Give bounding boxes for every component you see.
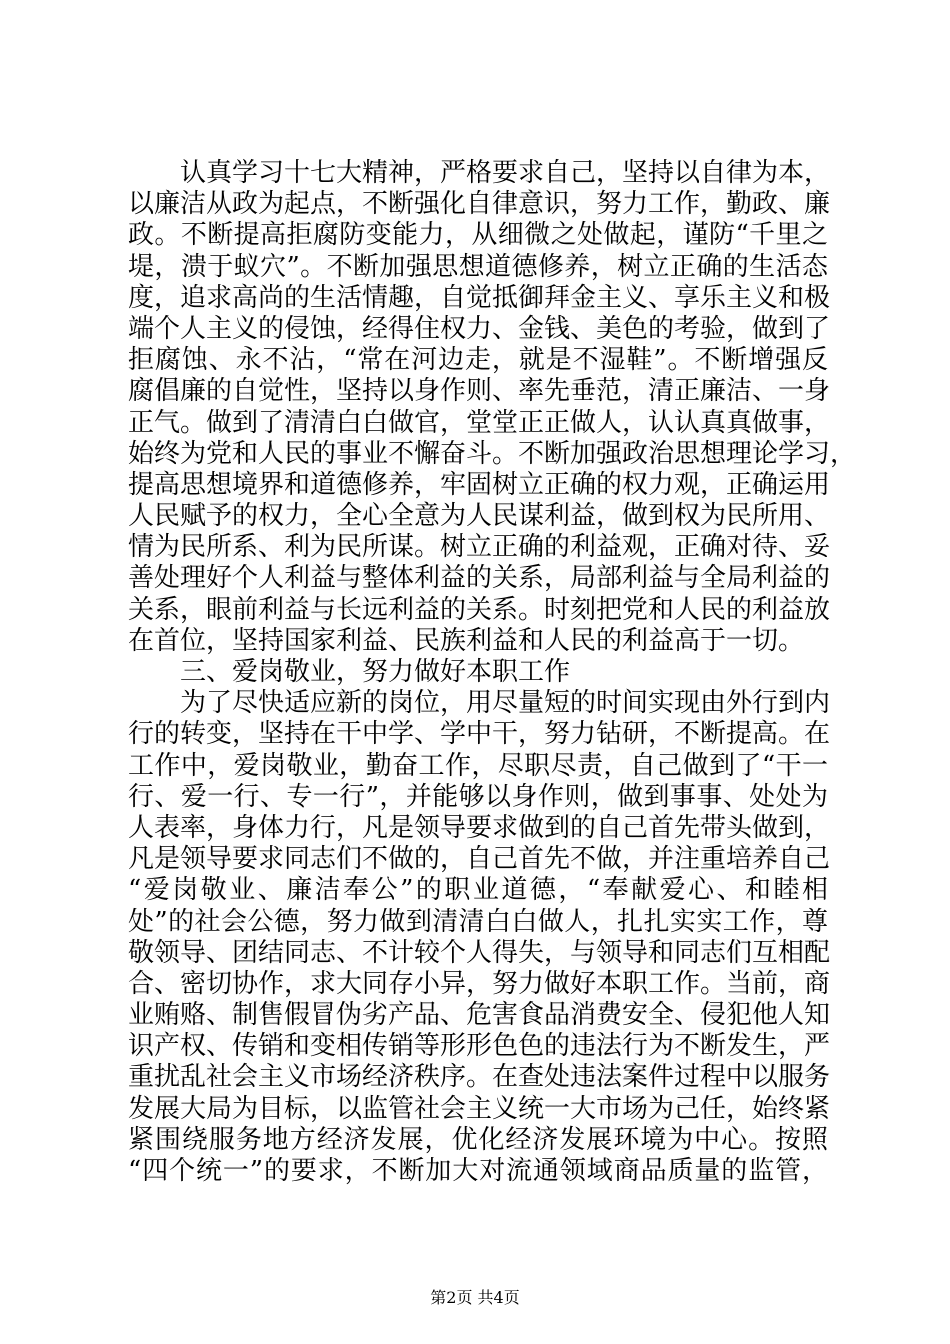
paragraph-line: 重扰乱社会主义市场经济秩序。在查处违法案件过程中以服务: [128, 1062, 831, 1093]
paragraph-line: 认真学习十七大精神，严格要求自己，坚持以自律为本，: [180, 158, 831, 188]
paragraph-line: “爱岗敬业、廉洁奉公”的职业道德，“奉献爱心、和睦相: [128, 875, 828, 906]
paragraph-line: 在首位，坚持国家利益、民族利益和人民的利益高于一切。: [128, 625, 805, 656]
paragraph-line: 堤，溃于蚁穴”。不断加强思想道德修养，树立正确的生活态: [128, 251, 828, 282]
paragraph-line: 人表率，身体力行，凡是领导要求做到的自己首先带头做到，: [128, 812, 831, 843]
paragraph-line: 敬领导、团结同志、不计较个人得失，与领导和同志们互相配: [128, 937, 831, 968]
paragraph-line: 以廉洁从政为起点，不断强化自律意识，努力工作，勤政、廉: [128, 189, 831, 220]
paragraph-line: 识产权、传销和变相传销等形形色色的违法行为不断发生，严: [128, 1031, 831, 1062]
paragraph-line: 合、密切协作，求大同存小异，努力做好本职工作。当前，商: [128, 968, 831, 999]
section-heading: 三、爱岗敬业，努力做好本职工作: [180, 657, 571, 687]
paragraph-line: 行、爱一行、专一行”，并能够以身作则，做到事事、处处为: [128, 781, 828, 812]
paragraph-line: 业贿赂、制售假冒伪劣产品、危害食品消费安全、侵犯他人知: [128, 1000, 831, 1031]
paragraph-line: 腐倡廉的自觉性，坚持以身作则、率先垂范，清正廉洁、一身: [128, 376, 831, 407]
paragraph-line: 政。不断提高拒腐防变能力，从细微之处做起，谨防“千里之: [128, 220, 828, 251]
paragraph-line: 正气。做到了清清白白做官，堂堂正正做人，认认真真做事，: [128, 407, 831, 438]
paragraph-line: 为了尽快适应新的岗位，用尽量短的时间实现由外行到内: [180, 688, 831, 719]
paragraph-line: 人民赋予的权力，全心全意为人民谋利益，做到权为民所用、: [128, 501, 831, 532]
paragraph-line: “四个统一”的要求，不断加大对流通领域商品质量的监管，: [128, 1156, 828, 1186]
paragraph-line: 关系，眼前利益与长远利益的关系。时刻把党和人民的利益放: [128, 594, 831, 625]
paragraph-line: 情为民所系、利为民所谋。树立正确的利益观，正确对待、妥: [128, 532, 831, 563]
paragraph-line: 端个人主义的侵蚀，经得住权力、金钱、美色的考验，做到了: [128, 313, 831, 344]
document-body: [128, 158, 857, 1187]
page-number-footer: 第2页 共4页: [430, 1288, 520, 1307]
paragraph-line: 发展大局为目标，以监管社会主义统一大市场为己任，始终紧: [128, 1093, 831, 1124]
paragraph-line: 始终为党和人民的事业不懈奋斗。不断加强政治思想理论学习，: [128, 438, 857, 469]
paragraph-line: 工作中，爱岗敬业，勤奋工作，尽职尽责，自己做到了“干一: [128, 750, 828, 781]
paragraph-line: 处”的社会公德，努力做到清清白白做人，扎扎实实工作，尊: [128, 906, 828, 937]
paragraph-line: 凡是领导要求同志们不做的，自己首先不做，并注重培养自己: [128, 844, 831, 875]
paragraph-line: 紧围绕服务地方经济发展，优化经济发展环境为中心。按照: [128, 1124, 828, 1155]
paragraph-line: 度，追求高尚的生活情趣，自觉抵御拜金主义、享乐主义和极: [128, 282, 831, 313]
paragraph-line: 行的转变，坚持在干中学、学中干，努力钻研，不断提高。在: [128, 719, 831, 750]
paragraph-line: 善处理好个人利益与整体利益的关系，局部利益与全局利益的: [128, 563, 831, 594]
paragraph-line: 拒腐蚀、永不沾，“常在河边走，就是不湿鞋”。不断增强反: [128, 345, 828, 376]
paragraph-line: 提高思想境界和道德修养，牢固树立正确的权力观，正确运用: [128, 469, 831, 500]
